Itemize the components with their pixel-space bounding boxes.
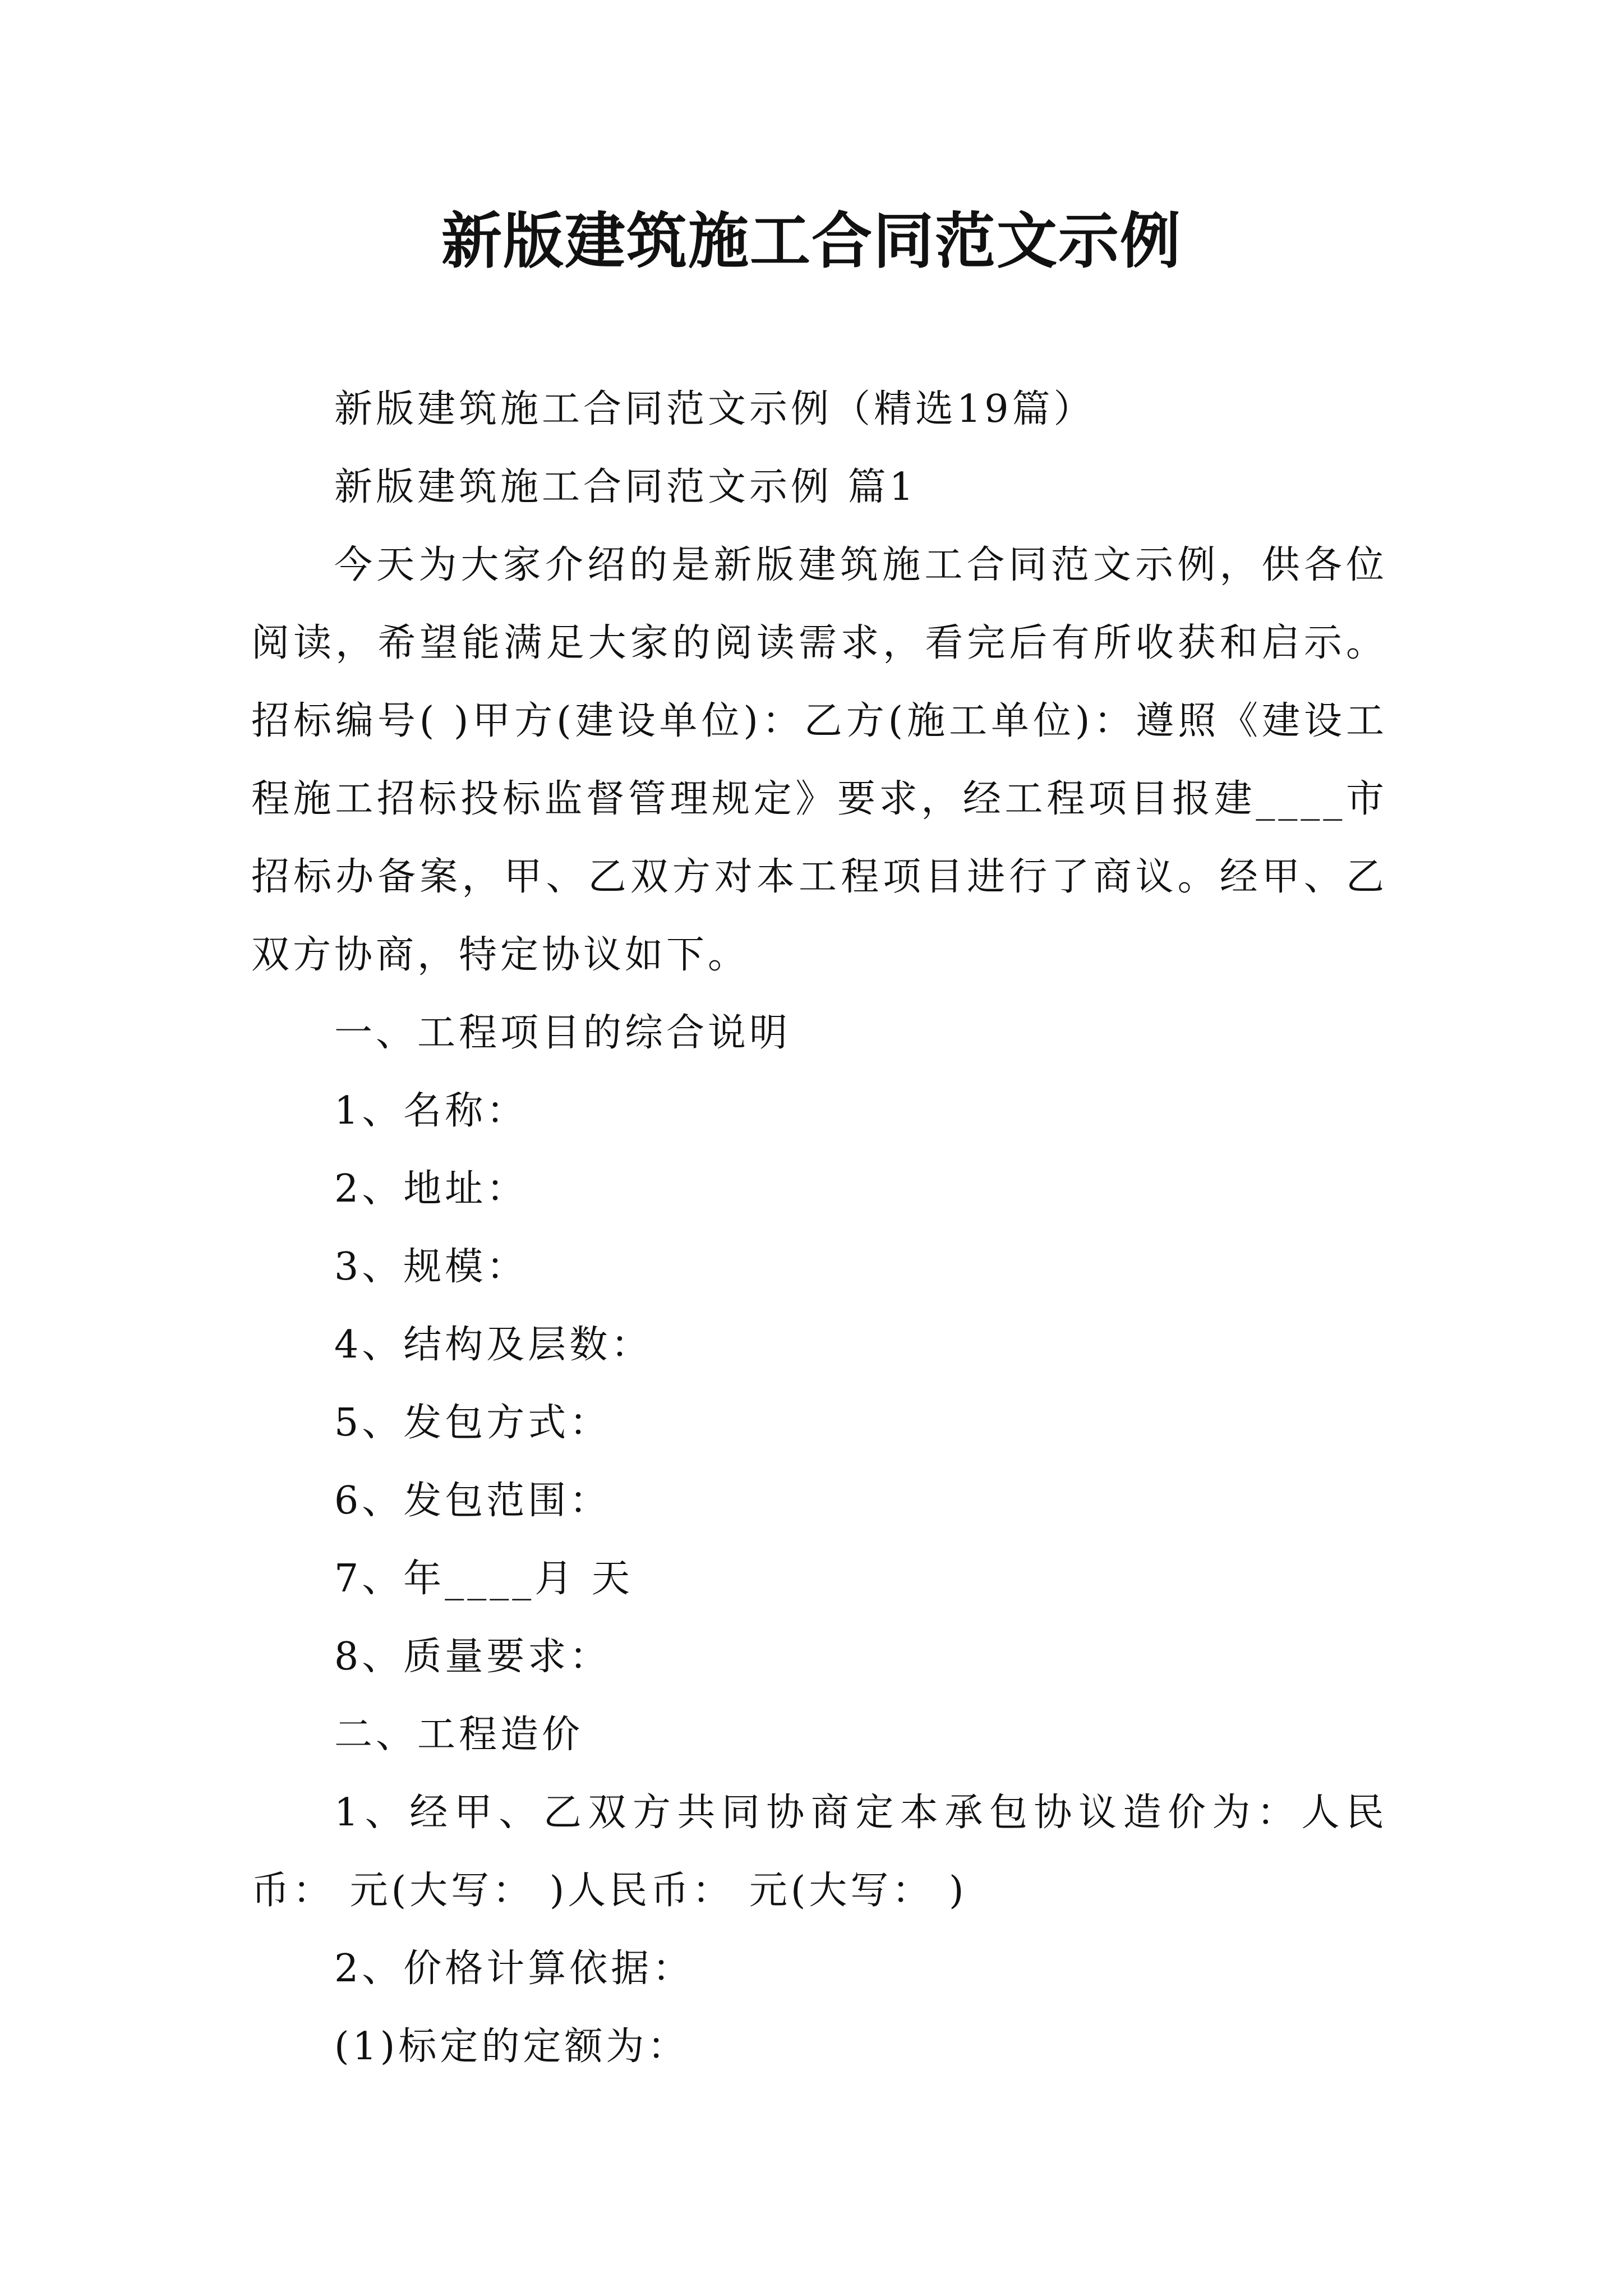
- paragraph-quota: (1)标定的定额为：: [334, 2024, 689, 2069]
- paragraph-heading-1: 一、工程项目的综合说明: [334, 1011, 791, 1055]
- paragraph-item-quality: 8、质量要求：: [334, 1635, 611, 1679]
- paragraph-intro: 今天为大家介绍的是新版建筑施工合同范文示例，供各位阅读，希望能满足大家的阅读需求，看完后有所收获和启示。招标编号( )甲方(建设单位)：乙方(施工单位)：遵照《建设工程施工招标投标监督管理规定》要求，经工程项目报建____市招标办备案，甲、乙双方对本工程项目进行了商议。经甲、乙双方协商，特定协议如下。: [251, 543, 1387, 977]
- paragraph-item-scope: 6、发包范围：: [334, 1479, 611, 1523]
- paragraph-heading-2: 二、工程造价: [334, 1713, 584, 1757]
- paragraph-price: 1、经甲、乙双方共同协商定本承包协议造价为：人民币： 元(大写： )人民币： 元(大写： ): [251, 1791, 1387, 1913]
- paragraph-item-scale: 3、规模：: [334, 1245, 528, 1289]
- paragraph-item-structure: 4、结构及层数：: [334, 1323, 653, 1367]
- document-body: [251, 370, 1387, 2086]
- paragraph-item-address: 2、地址：: [334, 1167, 528, 1211]
- document-title: 新版建筑施工合同范文示例: [441, 206, 1182, 277]
- paragraph-basis: 2、价格计算依据：: [334, 1947, 694, 1991]
- paragraph-item-date: 7、年____月 天: [334, 1557, 633, 1601]
- paragraph-section-heading: 新版建筑施工合同范文示例 篇1: [334, 465, 917, 509]
- paragraph-item-method: 5、发包方式：: [334, 1401, 611, 1445]
- paragraph-subtitle: 新版建筑施工合同范文示例（精选19篇）: [334, 387, 1095, 431]
- paragraph-item-name: 1、名称：: [334, 1089, 528, 1133]
